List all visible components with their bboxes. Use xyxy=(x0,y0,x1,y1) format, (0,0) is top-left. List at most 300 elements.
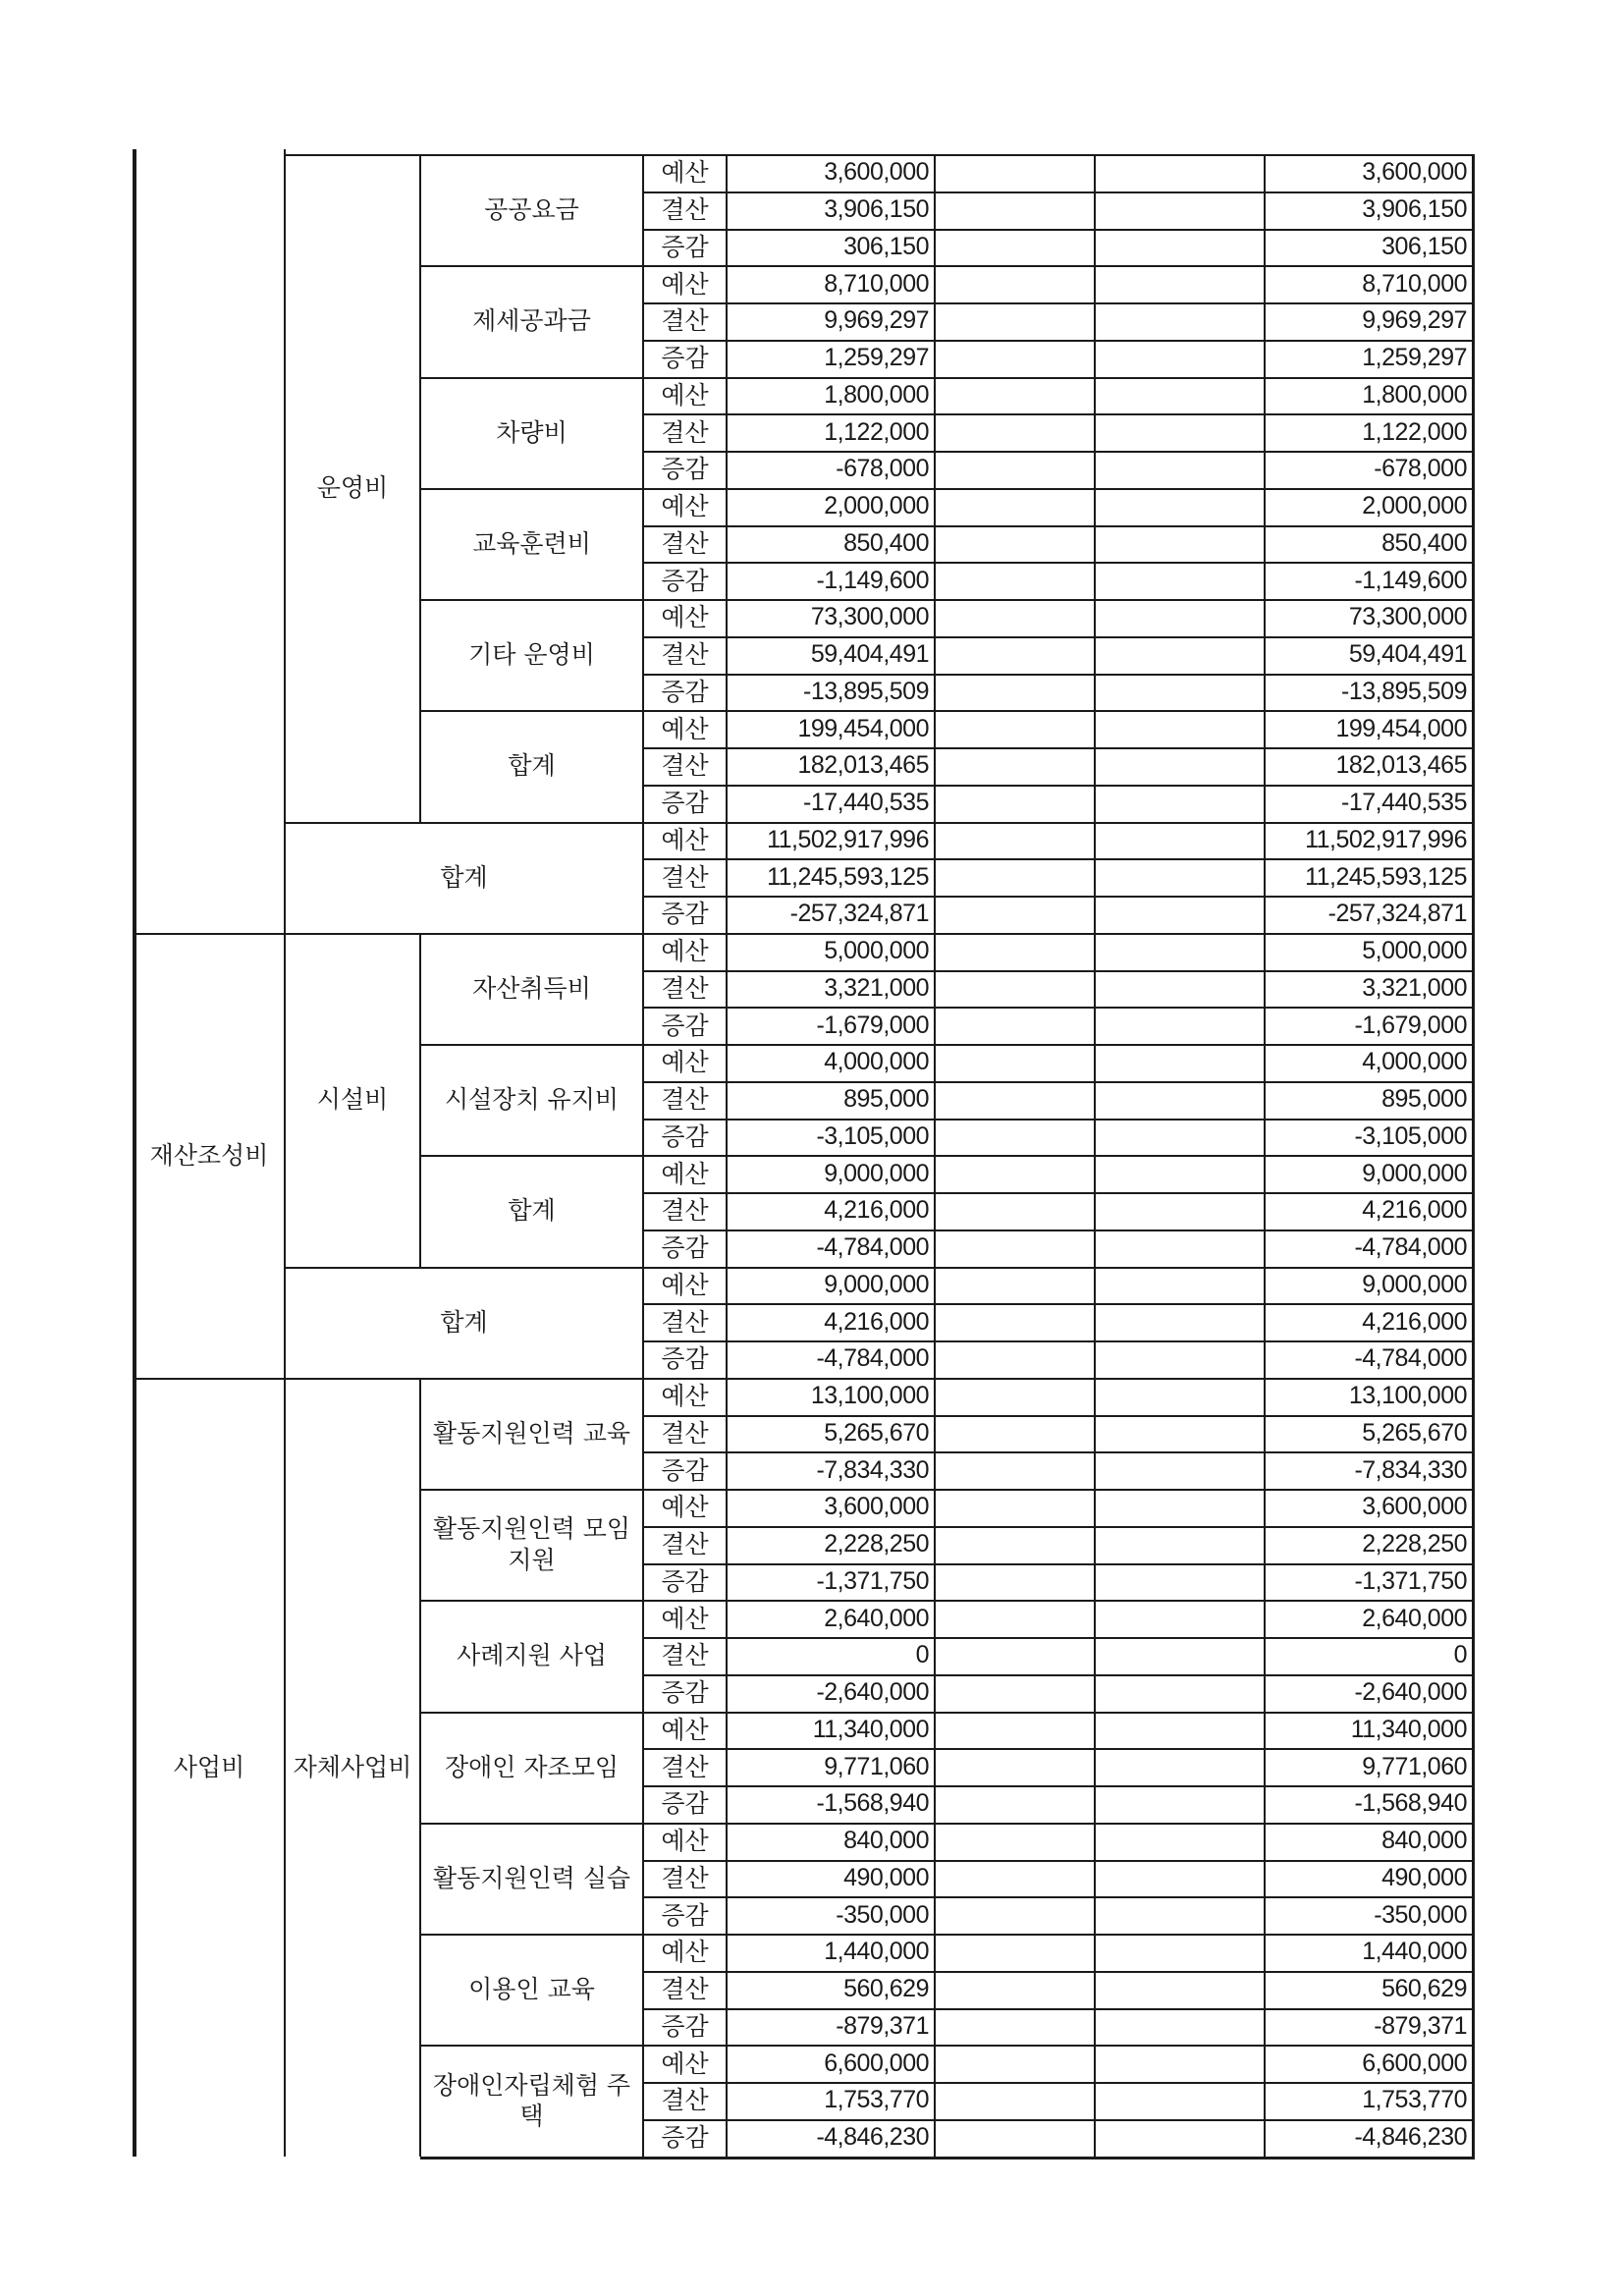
row-type-label: 증감 xyxy=(661,1011,709,1040)
amount-total-cell: 3,600,000 xyxy=(1362,158,1467,187)
row-rule xyxy=(643,1712,1473,1714)
empty-cell xyxy=(1095,1303,1265,1340)
row-rule xyxy=(643,191,1473,193)
amount-cell: 840,000 xyxy=(843,1827,929,1854)
amount-total-cell: -2,640,000 xyxy=(1354,1678,1467,1706)
item-rule xyxy=(420,1712,643,1714)
item-rule xyxy=(420,154,643,156)
amount-total-cell: 3,321,000 xyxy=(1362,973,1467,1002)
row-rule xyxy=(643,1378,1473,1380)
row-type-label: 예산 xyxy=(661,269,709,299)
amount-cell: 11,502,917,996 xyxy=(767,825,929,853)
amount-cell: 3,600,000 xyxy=(824,1493,929,1521)
amount-cell: 11,245,593,125 xyxy=(767,862,929,891)
row-type-label: 증감 xyxy=(661,1900,709,1930)
row-type-label: 결산 xyxy=(661,1196,709,1226)
row-rule xyxy=(643,377,1473,379)
row-type-label: 예산 xyxy=(661,1493,709,1522)
amount-cell: -17,440,535 xyxy=(803,789,929,816)
amount-total-cell: 895,000 xyxy=(1381,1085,1467,1113)
amount-cell: 2,640,000 xyxy=(824,1604,929,1632)
amount-total-cell: 9,000,000 xyxy=(1362,1270,1467,1298)
category-label: 사업비 xyxy=(173,1752,245,1781)
row-type-label: 결산 xyxy=(661,1641,709,1670)
row-rule xyxy=(643,451,1473,453)
row-rule xyxy=(643,562,1473,564)
amount-cell: 9,000,000 xyxy=(824,1270,929,1298)
row-rule xyxy=(643,1637,1473,1639)
amount-cell: 5,000,000 xyxy=(824,937,929,964)
row-rule xyxy=(643,2119,1473,2121)
empty-cell xyxy=(935,636,1095,674)
row-type-label: 예산 xyxy=(661,825,709,854)
row-type-label: 예산 xyxy=(661,2049,709,2078)
empty-cell xyxy=(1095,1748,1265,1785)
row-rule xyxy=(643,2045,1473,2047)
empty-cell xyxy=(1095,1415,1265,1452)
amount-cell: 9,771,060 xyxy=(824,1752,929,1780)
amount-total-cell: 4,000,000 xyxy=(1362,1048,1467,1076)
empty-cell xyxy=(935,710,1095,747)
amount-cell: -4,846,230 xyxy=(816,2123,929,2151)
row-rule xyxy=(643,1081,1473,1083)
amount-cell: -257,324,871 xyxy=(789,900,929,928)
amount-cell: -678,000 xyxy=(836,455,929,483)
empty-cell xyxy=(1095,1637,1265,1674)
empty-cell xyxy=(935,2008,1095,2046)
amount-total-cell: 1,122,000 xyxy=(1362,417,1467,446)
col-rule xyxy=(284,149,286,2157)
item-label: 장애인 자조모임 xyxy=(445,1752,619,1781)
row-type-label: 결산 xyxy=(661,640,709,669)
amount-cell: -1,679,000 xyxy=(816,1011,929,1039)
row-type-label: 증감 xyxy=(661,1344,709,1374)
section-total-label: 합계 xyxy=(440,1307,488,1337)
empty-cell xyxy=(935,785,1095,822)
empty-cell xyxy=(935,1044,1095,1081)
amount-cell: 3,906,150 xyxy=(824,195,929,223)
col-rule xyxy=(419,933,421,1267)
row-rule xyxy=(643,674,1473,676)
col-rule xyxy=(726,154,728,2157)
row-rule xyxy=(643,1860,1473,1862)
empty-cell xyxy=(935,1674,1095,1712)
empty-cell xyxy=(935,1896,1095,1934)
row-rule xyxy=(643,1600,1473,1602)
row-rule xyxy=(643,599,1473,601)
amount-total-cell: 11,502,917,996 xyxy=(1305,825,1467,853)
amount-total-cell: 182,013,465 xyxy=(1335,751,1467,780)
empty-cell xyxy=(1095,413,1265,451)
amount-cell: 199,454,000 xyxy=(797,714,929,742)
amount-total-cell: -1,568,940 xyxy=(1354,1789,1467,1818)
amount-total-cell: -879,371 xyxy=(1374,2011,1467,2040)
row-type-label: 예산 xyxy=(661,1159,709,1188)
amount-total-cell: 5,000,000 xyxy=(1362,937,1467,964)
amount-total-cell: 8,710,000 xyxy=(1362,269,1467,298)
amount-cell: 59,404,491 xyxy=(810,640,929,668)
empty-cell xyxy=(935,1748,1095,1785)
row-rule xyxy=(643,413,1473,415)
item-label: 합계 xyxy=(508,1196,556,1226)
item-label: 사례지원 사업 xyxy=(457,1641,607,1670)
right-border xyxy=(1472,154,1475,2159)
empty-cell xyxy=(935,674,1095,711)
amount-cell: -3,105,000 xyxy=(816,1121,929,1150)
empty-cell xyxy=(935,1971,1095,2008)
row-type-label: 예산 xyxy=(661,492,709,520)
empty-cell xyxy=(935,377,1095,414)
row-rule xyxy=(643,340,1473,342)
amount-total-cell: -1,149,600 xyxy=(1354,566,1467,594)
left-border xyxy=(133,149,136,2157)
row-type-label: 예산 xyxy=(661,714,709,743)
amount-cell: 73,300,000 xyxy=(810,603,929,631)
row-type-label: 결산 xyxy=(661,2086,709,2115)
row-type-label: 증감 xyxy=(661,455,709,484)
empty-cell xyxy=(935,1563,1095,1601)
item-label: 제세공과금 xyxy=(472,306,591,336)
row-rule xyxy=(643,1526,1473,1528)
empty-cell xyxy=(935,1600,1095,1637)
row-rule xyxy=(643,265,1473,267)
empty-cell xyxy=(1095,1934,1265,1971)
empty-cell xyxy=(1095,2045,1265,2082)
empty-cell xyxy=(935,896,1095,933)
amount-cell: 895,000 xyxy=(843,1085,929,1113)
row-type-label: 결산 xyxy=(661,306,709,336)
empty-cell xyxy=(935,1267,1095,1304)
empty-cell xyxy=(935,858,1095,896)
amount-cell: 182,013,465 xyxy=(797,751,929,780)
item-label: 활동지원인력 모임지원 xyxy=(432,1514,631,1574)
amount-total-cell: -350,000 xyxy=(1374,1900,1467,1929)
empty-cell xyxy=(1095,1971,1265,2008)
amount-total-cell: 0 xyxy=(1453,1641,1467,1669)
empty-cell xyxy=(935,154,1095,191)
amount-cell: 4,216,000 xyxy=(824,1196,929,1225)
item-rule xyxy=(420,377,643,379)
item-label: 차량비 xyxy=(496,417,568,447)
amount-cell: 4,000,000 xyxy=(824,1048,929,1076)
subcategory-rule xyxy=(285,1378,420,1380)
empty-cell xyxy=(935,451,1095,488)
empty-cell xyxy=(1095,377,1265,414)
subcategory-label: 운영비 xyxy=(316,473,389,503)
row-rule xyxy=(643,636,1473,638)
col-rule xyxy=(419,1378,421,2157)
empty-cell xyxy=(935,525,1095,563)
amount-total-cell: -13,895,509 xyxy=(1341,677,1467,705)
amount-cell: 9,000,000 xyxy=(824,1159,929,1187)
subcategory-label: 시설비 xyxy=(316,1085,389,1114)
row-type-label: 증감 xyxy=(661,1678,709,1707)
row-rule xyxy=(643,858,1473,860)
row-type-label: 예산 xyxy=(661,1382,709,1410)
empty-cell xyxy=(935,747,1095,785)
empty-cell xyxy=(1095,2119,1265,2157)
empty-cell xyxy=(1095,1526,1265,1563)
amount-cell: 490,000 xyxy=(843,1863,929,1891)
amount-cell: 3,600,000 xyxy=(824,158,929,187)
row-type-label: 예산 xyxy=(661,158,709,188)
empty-cell xyxy=(1095,710,1265,747)
row-rule xyxy=(643,970,1473,972)
empty-cell xyxy=(935,1785,1095,1823)
row-rule xyxy=(643,933,1473,935)
row-rule xyxy=(643,1230,1473,1231)
amount-cell: -4,784,000 xyxy=(816,1344,929,1373)
amount-total-cell: 1,259,297 xyxy=(1362,344,1467,371)
row-type-label: 증감 xyxy=(661,677,709,706)
empty-cell xyxy=(935,229,1095,266)
empty-cell xyxy=(1095,488,1265,525)
empty-cell xyxy=(935,1526,1095,1563)
item-rule xyxy=(420,1600,643,1602)
empty-cell xyxy=(1095,1600,1265,1637)
row-rule xyxy=(643,302,1473,304)
row-type-label: 예산 xyxy=(661,1715,709,1744)
col-rule xyxy=(934,154,936,2157)
row-type-label: 예산 xyxy=(661,1827,709,1855)
empty-cell xyxy=(935,562,1095,599)
row-type-label: 결산 xyxy=(661,751,709,781)
item-rule xyxy=(420,1823,643,1825)
row-type-label: 결산 xyxy=(661,528,709,558)
empty-cell xyxy=(935,1712,1095,1749)
empty-cell xyxy=(1095,1489,1265,1526)
empty-cell xyxy=(935,1451,1095,1489)
row-rule xyxy=(643,1044,1473,1046)
row-type-label: 증감 xyxy=(661,2011,709,2041)
row-rule xyxy=(643,1119,1473,1121)
empty-cell xyxy=(935,1637,1095,1674)
row-rule xyxy=(643,1896,1473,1898)
item-rule xyxy=(420,599,643,601)
row-rule xyxy=(643,2008,1473,2010)
amount-cell: 1,800,000 xyxy=(824,380,929,409)
row-type-label: 증감 xyxy=(661,344,709,372)
amount-total-cell: 9,000,000 xyxy=(1362,1159,1467,1187)
empty-cell xyxy=(935,1378,1095,1415)
row-rule xyxy=(643,1155,1473,1157)
item-rule xyxy=(420,933,643,935)
row-type-label: 결산 xyxy=(661,1418,709,1448)
row-rule xyxy=(643,1934,1473,1936)
empty-cell xyxy=(1095,302,1265,340)
empty-cell xyxy=(1095,1674,1265,1712)
empty-cell xyxy=(1095,636,1265,674)
col-rule xyxy=(1094,154,1096,2157)
col-rule xyxy=(642,154,644,2157)
amount-cell: 850,400 xyxy=(843,528,929,557)
row-rule xyxy=(643,1267,1473,1269)
amount-cell: 1,753,770 xyxy=(824,2086,929,2114)
row-type-label: 증감 xyxy=(661,1455,709,1485)
amount-total-cell: 1,753,770 xyxy=(1362,2086,1467,2114)
empty-cell xyxy=(935,933,1095,970)
empty-cell xyxy=(935,1415,1095,1452)
row-type-label: 증감 xyxy=(661,566,709,595)
total-rule xyxy=(285,822,643,824)
empty-cell xyxy=(1095,1267,1265,1304)
row-rule xyxy=(643,896,1473,898)
row-type-label: 예산 xyxy=(661,1048,709,1077)
amount-cell: 306,150 xyxy=(843,232,929,260)
empty-cell xyxy=(1095,1563,1265,1601)
row-type-label: 예산 xyxy=(661,937,709,965)
amount-cell: 2,000,000 xyxy=(824,492,929,519)
amount-cell: 13,100,000 xyxy=(810,1382,929,1409)
empty-cell xyxy=(1095,785,1265,822)
empty-cell xyxy=(1095,154,1265,191)
empty-cell xyxy=(935,2119,1095,2157)
amount-cell: -1,371,750 xyxy=(816,1566,929,1595)
empty-cell xyxy=(1095,970,1265,1008)
item-rule xyxy=(420,710,643,712)
subcategory-label: 자체사업비 xyxy=(293,1752,412,1781)
amount-total-cell: 199,454,000 xyxy=(1335,714,1467,742)
empty-cell xyxy=(1095,1860,1265,1897)
empty-cell xyxy=(1095,674,1265,711)
amount-cell: 2,228,250 xyxy=(824,1530,929,1558)
amount-total-cell: -678,000 xyxy=(1374,455,1467,483)
empty-cell xyxy=(935,822,1095,859)
bottom-border xyxy=(420,2157,1475,2159)
subcategory-rule xyxy=(285,154,420,156)
row-type-label: 증감 xyxy=(661,900,709,929)
amount-cell: -4,784,000 xyxy=(816,1233,929,1261)
item-rule xyxy=(420,265,643,267)
empty-cell xyxy=(935,1340,1095,1378)
row-type-label: 예산 xyxy=(661,380,709,410)
amount-cell: 6,600,000 xyxy=(824,2049,929,2077)
row-type-label: 예산 xyxy=(661,1604,709,1633)
amount-cell: 1,259,297 xyxy=(824,344,929,371)
category-label: 재산조성비 xyxy=(149,1140,269,1170)
row-type-label: 결산 xyxy=(661,195,709,224)
empty-cell xyxy=(1095,229,1265,266)
row-type-label: 증감 xyxy=(661,789,709,817)
row-type-label: 증감 xyxy=(661,1121,709,1151)
amount-total-cell: 4,216,000 xyxy=(1362,1196,1467,1225)
item-rule xyxy=(420,1934,643,1936)
empty-cell xyxy=(1095,1192,1265,1230)
amount-cell: 0 xyxy=(915,1641,929,1669)
row-type-label: 증감 xyxy=(661,2123,709,2152)
amount-total-cell: -3,105,000 xyxy=(1354,1121,1467,1150)
empty-cell xyxy=(1095,1712,1265,1749)
empty-cell xyxy=(935,302,1095,340)
amount-total-cell: 11,340,000 xyxy=(1350,1715,1467,1743)
row-type-label: 결산 xyxy=(661,862,709,892)
subcategory-rule xyxy=(285,933,420,935)
row-rule xyxy=(643,1674,1473,1676)
empty-cell xyxy=(935,1230,1095,1267)
row-type-label: 결산 xyxy=(661,1863,709,1892)
empty-cell xyxy=(935,1007,1095,1044)
amount-total-cell: 4,216,000 xyxy=(1362,1307,1467,1336)
item-label: 이용인 교육 xyxy=(468,1975,595,2003)
amount-cell: 4,216,000 xyxy=(824,1307,929,1336)
row-rule xyxy=(643,1192,1473,1194)
col-rule xyxy=(419,154,421,822)
amount-cell: -2,640,000 xyxy=(816,1678,929,1706)
amount-total-cell: 5,265,670 xyxy=(1362,1418,1467,1447)
item-label: 장애인자립체험 주택 xyxy=(432,2070,631,2130)
empty-cell xyxy=(935,1489,1095,1526)
row-rule xyxy=(643,1823,1473,1825)
amount-total-cell: 11,245,593,125 xyxy=(1305,862,1467,891)
amount-cell: -1,568,940 xyxy=(816,1789,929,1818)
empty-cell xyxy=(935,1303,1095,1340)
row-rule xyxy=(643,747,1473,749)
item-label: 활동지원인력 교육 xyxy=(432,1418,631,1448)
amount-total-cell: 1,800,000 xyxy=(1362,380,1467,409)
item-label: 자산취득비 xyxy=(472,973,591,1003)
empty-cell xyxy=(935,413,1095,451)
row-rule xyxy=(643,1303,1473,1305)
empty-cell xyxy=(935,970,1095,1008)
row-type-label: 증감 xyxy=(661,1566,709,1596)
empty-cell xyxy=(935,1155,1095,1192)
empty-cell xyxy=(1095,1081,1265,1119)
section-total-label: 합계 xyxy=(440,862,488,892)
row-type-label: 증감 xyxy=(661,1233,709,1262)
item-label: 합계 xyxy=(508,751,556,781)
amount-total-cell: 1,440,000 xyxy=(1362,1938,1467,1966)
row-type-label: 결산 xyxy=(661,1085,709,1114)
empty-cell xyxy=(1095,599,1265,636)
row-rule xyxy=(643,1451,1473,1453)
row-rule xyxy=(643,229,1473,231)
empty-cell xyxy=(1095,340,1265,377)
empty-cell xyxy=(1095,265,1265,302)
empty-cell xyxy=(935,265,1095,302)
amount-cell: -13,895,509 xyxy=(803,677,929,705)
empty-cell xyxy=(935,599,1095,636)
amount-total-cell: 560,629 xyxy=(1381,1975,1467,2002)
amount-cell: 1,122,000 xyxy=(824,417,929,446)
row-rule xyxy=(643,1785,1473,1787)
amount-total-cell: 3,600,000 xyxy=(1362,1493,1467,1521)
empty-cell xyxy=(1095,896,1265,933)
row-type-label: 결산 xyxy=(661,1307,709,1337)
row-rule xyxy=(643,1971,1473,1973)
empty-cell xyxy=(1095,1340,1265,1378)
empty-cell xyxy=(1095,1044,1265,1081)
item-label: 교육훈련비 xyxy=(472,528,591,558)
row-rule xyxy=(643,154,1473,156)
amount-total-cell: -17,440,535 xyxy=(1341,789,1467,816)
amount-cell: 11,340,000 xyxy=(812,1715,929,1743)
amount-total-cell: 6,600,000 xyxy=(1362,2049,1467,2077)
amount-total-cell: 850,400 xyxy=(1381,528,1467,557)
row-type-label: 증감 xyxy=(661,232,709,261)
empty-cell xyxy=(935,1823,1095,1860)
row-rule xyxy=(643,822,1473,824)
empty-cell xyxy=(935,488,1095,525)
amount-total-cell: 2,640,000 xyxy=(1362,1604,1467,1632)
row-type-label: 결산 xyxy=(661,1752,709,1781)
empty-cell xyxy=(935,1081,1095,1119)
category-rule xyxy=(134,1378,285,1380)
amount-cell: 1,440,000 xyxy=(824,1938,929,1966)
item-rule xyxy=(420,488,643,490)
item-label: 기타 운영비 xyxy=(468,640,595,669)
amount-cell: -350,000 xyxy=(836,1900,929,1929)
empty-cell xyxy=(1095,1155,1265,1192)
